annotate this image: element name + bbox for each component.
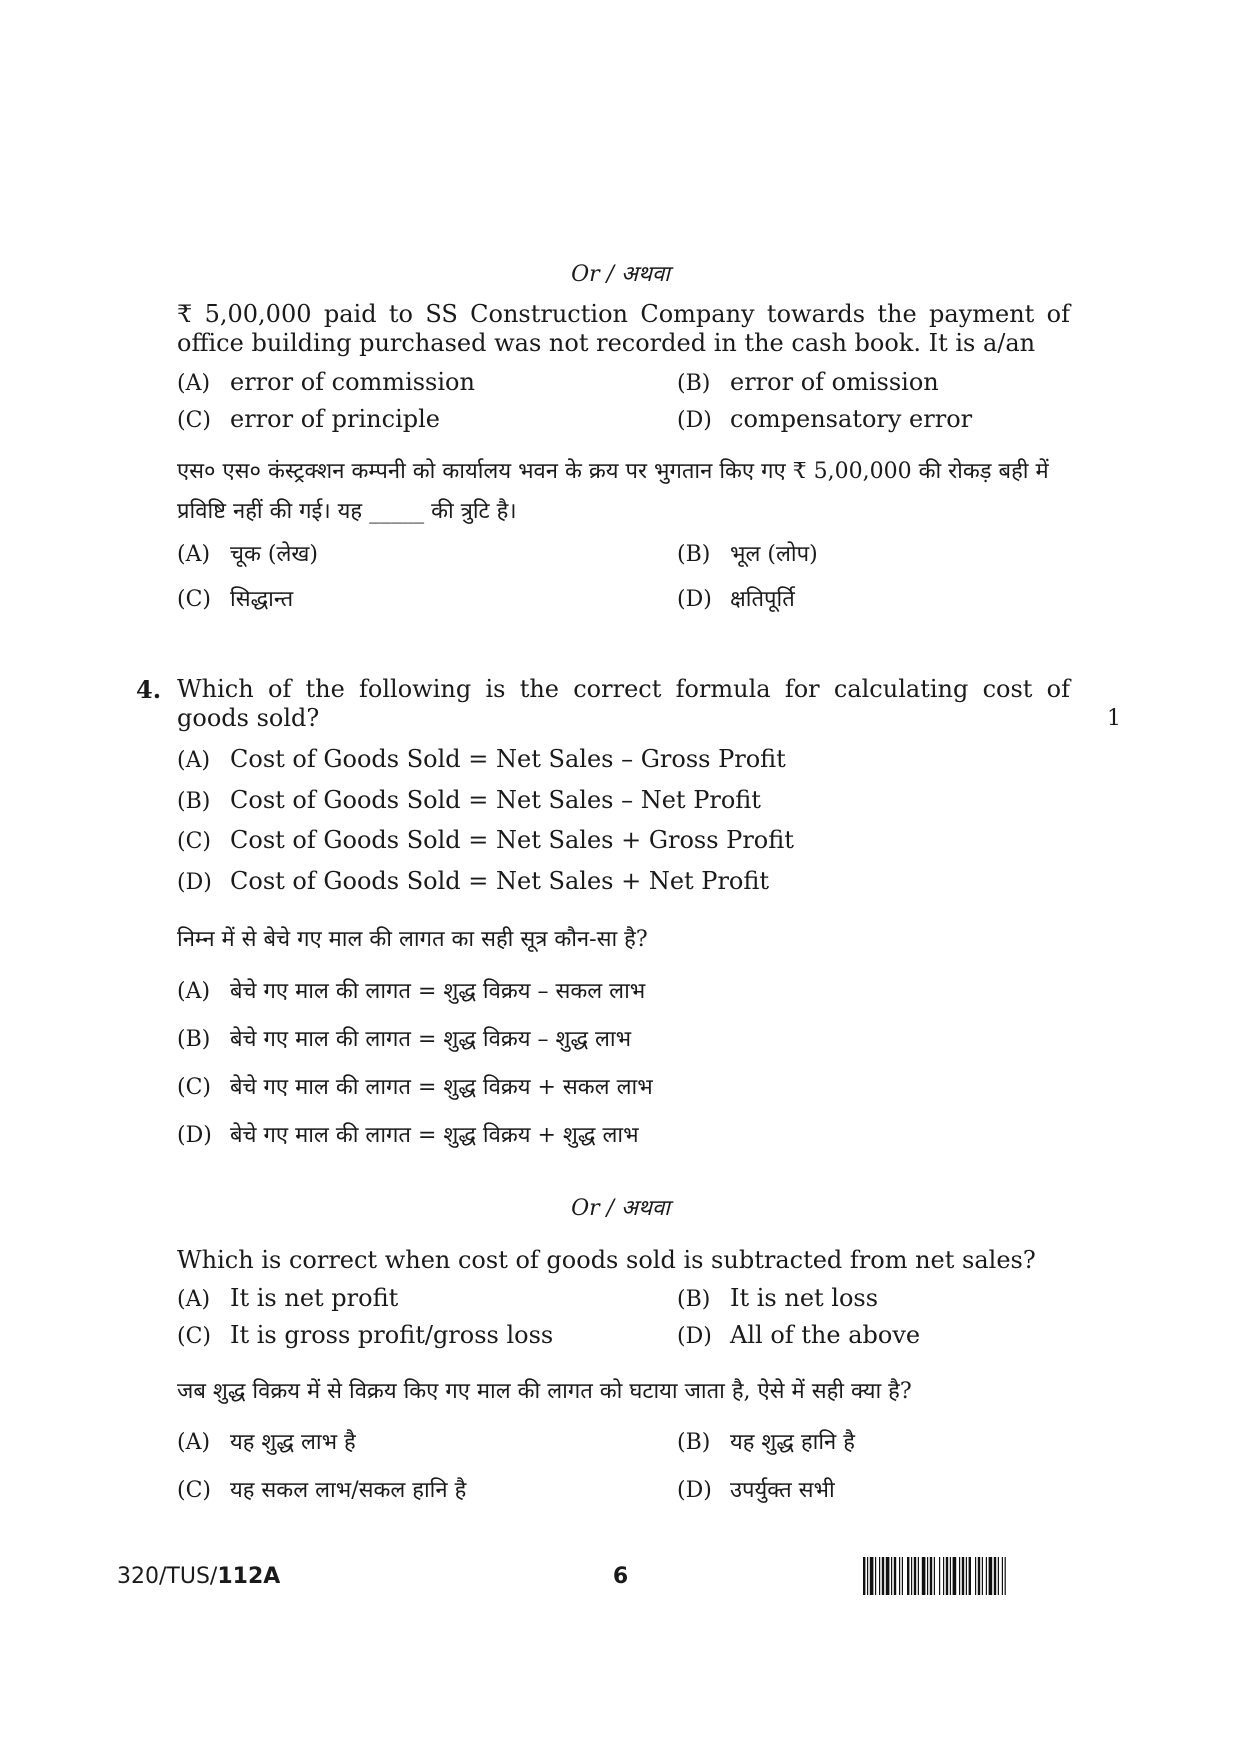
option-b-en: (B) It is net loss xyxy=(677,1284,879,1312)
barcode-icon xyxy=(863,1557,1125,1595)
option-c-hi: (C) यह सकल लाभ/सकल हानि है xyxy=(177,1478,467,1503)
option-d-hi: (D) बेचे गए माल की लागत = शुद्ध विक्रय + शुद्ध लाभ xyxy=(177,1123,639,1148)
question-en: Which is correct when cost of goods sold is subtracted from net sales? xyxy=(177,1246,1036,1274)
page-number: 6 xyxy=(612,1564,629,1589)
option-c-hi: (C) बेचे गए माल की लागत = शुद्ध विक्रय + सकल लाभ xyxy=(177,1075,653,1100)
option-c-en: (C) error of principle xyxy=(177,405,440,433)
question-en: Which of the following is the correct formula for calculating cost of goods sold? xyxy=(177,675,1070,732)
or-divider: Or / अथवा xyxy=(571,1196,670,1221)
option-c-en: (C) Cost of Goods Sold = Net Sales + Gross Profit xyxy=(177,826,794,854)
option-a-en: (A) error of commission xyxy=(177,368,475,396)
option-d-hi: (D) उपर्युक्त सभी xyxy=(677,1478,835,1503)
option-b-en: (B) Cost of Goods Sold = Net Sales – Net Profit xyxy=(177,786,761,814)
option-b-hi: (B) बेचे गए माल की लागत = शुद्ध विक्रय – शुद्ध लाभ xyxy=(177,1027,632,1052)
question-hi: एस० एस० कंस्ट्रक्शन कम्पनी को कार्यालय भवन के क्रय पर भुगतान किए गए ₹ 5,00,000 की रोकड़ बही में प्रविष्टि नहीं की गई। यह _____ की त्रुटि है। xyxy=(177,459,1049,524)
option-c-en: (C) It is gross profit/gross loss xyxy=(177,1321,554,1349)
option-d-en: (D) compensatory error xyxy=(677,405,973,433)
option-a-en: (A) It is net profit xyxy=(177,1284,399,1312)
option-d-hi: (D) क्षतिपूर्ति xyxy=(677,587,795,612)
option-a-hi: (A) चूक (लेख) xyxy=(177,542,318,567)
option-c-hi: (C) सिद्धान्त xyxy=(177,587,294,612)
marks: 1 xyxy=(1107,706,1121,731)
option-d-en: (D) Cost of Goods Sold = Net Sales + Net Profit xyxy=(177,867,770,895)
option-b-hi: (B) भूल (लोप) xyxy=(677,542,818,567)
option-a-hi: (A) बेचे गए माल की लागत = शुद्ध विक्रय – सकल लाभ xyxy=(177,979,646,1004)
option-a-en: (A) Cost of Goods Sold = Net Sales – Gross Profit xyxy=(177,745,786,773)
question-hi: निम्न में से बेचे गए माल की लागत का सही सूत्र कौन-सा है? xyxy=(177,927,648,952)
option-d-en: (D) All of the above xyxy=(677,1321,921,1349)
option-b-en: (B) error of omission xyxy=(677,368,939,396)
or-divider: Or / अथवा xyxy=(571,262,670,287)
question-en: ₹ 5,00,000 paid to SS Construction Company towards the payment of office building purchased was not recorded in the cash book. It is a/an xyxy=(177,300,1070,357)
option-b-hi: (B) यह शुद्ध हानि है xyxy=(677,1430,855,1455)
option-a-hi: (A) यह शुद्ध लाभ है xyxy=(177,1430,356,1455)
paper-code: 320/TUS/112A xyxy=(117,1564,281,1589)
question-number: 4. xyxy=(136,675,162,704)
question-hi: जब शुद्ध विक्रय में से विक्रय किए गए माल की लागत को घटाया जाता है, ऐसे में सही क्या है? xyxy=(177,1379,912,1404)
